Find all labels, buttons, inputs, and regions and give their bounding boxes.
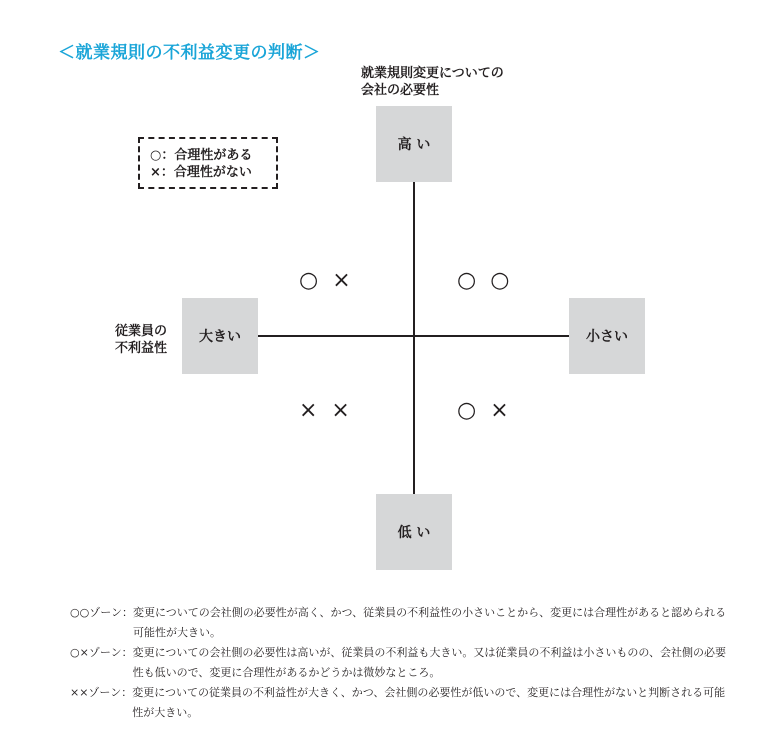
- note-text: 変更についての会社側の必要性が高く、かつ、従業員の不利益性の小さいことから、変更には合理性があると認められる可能性が大きい。: [132, 606, 727, 639]
- note-zone-label: ○○ゾーン：: [70, 606, 133, 619]
- quadrant-top-left: ○×: [299, 268, 365, 293]
- legend-cross-entry: ×：合理性がない: [150, 165, 252, 180]
- y-axis-label: [361, 65, 504, 99]
- horizontal-axis-line: [258, 335, 569, 337]
- y-axis-label-line1: 就業規則変更についての: [361, 66, 504, 81]
- diagram-title: ＜就業規則の不利益変更の判断＞: [58, 43, 321, 63]
- note-ox-zone: [70, 643, 730, 683]
- note-text: 変更についての従業員の不利益性が大きく、かつ、会社側の必要性が低いので、変更には合理性がないと判断される可能性が大きい。: [132, 686, 726, 719]
- note-oo-zone: [70, 603, 730, 643]
- x-axis-label-line2: 不利益性: [115, 341, 168, 356]
- axis-top-box: 高 い: [376, 106, 452, 182]
- vertical-axis-line: [413, 182, 415, 494]
- quadrant-top-right: ○○: [457, 268, 524, 293]
- quadrant-bottom-left: ××: [299, 398, 364, 423]
- note-zone-label: ××ゾーン：: [70, 686, 133, 699]
- axis-bottom-box: 低 い: [376, 494, 452, 570]
- quadrant-bottom-right: ○×: [457, 398, 523, 423]
- note-text: 変更についての会社側の必要性は高いが、従業員の不利益も大きい。又は従業員の不利益は小さいものの、会社側の必要性も低いので、変更に合理性があるかどうかは微妙なところ。: [132, 646, 726, 679]
- x-axis-label-line1: 従業員の: [115, 324, 168, 339]
- note-xx-zone: [70, 683, 730, 723]
- x-axis-label: [115, 323, 167, 357]
- zone-notes: [70, 603, 730, 723]
- axis-right-box: 小さい: [569, 298, 645, 374]
- legend: [138, 137, 278, 189]
- axis-left-box: 大きい: [182, 298, 258, 374]
- legend-circle-entry: ○：合理性がある: [150, 148, 253, 163]
- y-axis-label-line2: 会社の必要性: [361, 83, 440, 98]
- note-zone-label: ○×ゾーン：: [70, 646, 133, 659]
